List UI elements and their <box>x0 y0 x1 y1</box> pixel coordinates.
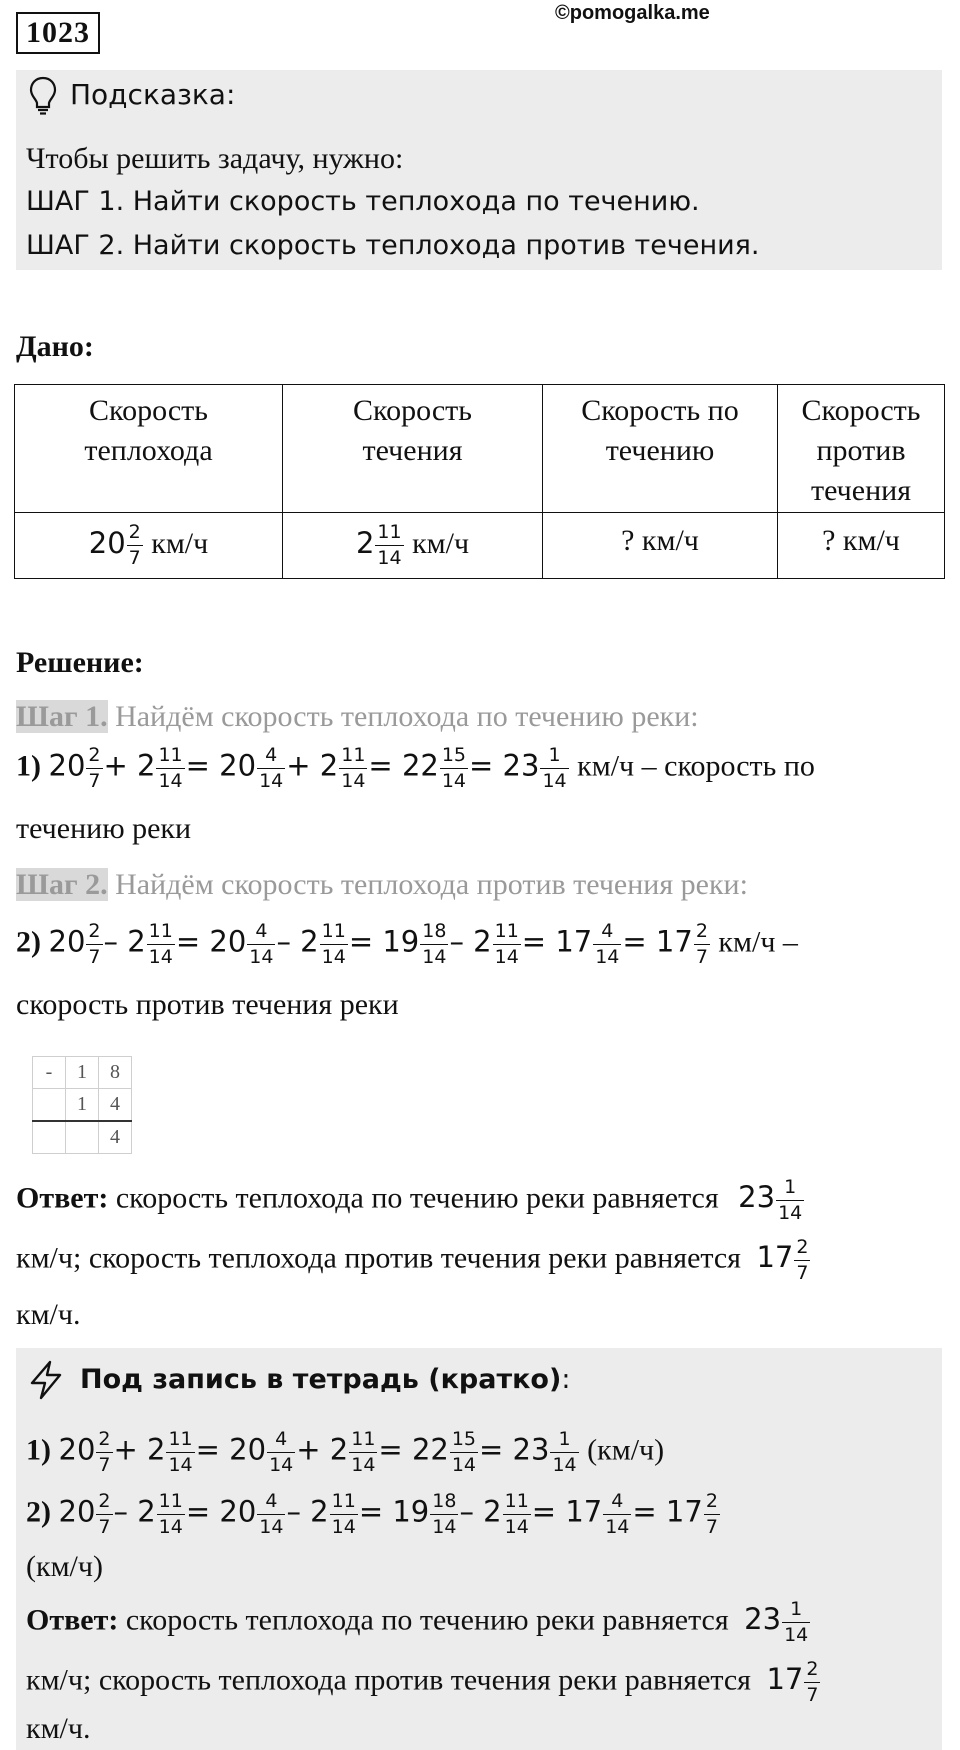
notebook-answer-line-2: км/ч; скорость теплохода против течения реки равняется 17 $\frac{2}{7}$ <box>26 1658 819 1706</box>
given-header-ship-speed-text: Скорость теплохода <box>84 394 213 467</box>
notebook-title-colon: : <box>561 1364 571 1395</box>
hint-title: Подсказка: <box>70 78 236 111</box>
v1-num: 2 <box>127 523 143 546</box>
hint-step-2-text: Найти скорость теплохода против течения. <box>132 230 760 261</box>
subtraction-grid <box>32 1056 132 1154</box>
hint-step-2 <box>26 230 759 261</box>
given-header-current-speed-text: Скорость течения <box>353 394 472 467</box>
grid-cell <box>33 1089 66 1122</box>
given-value-upstream-speed: ? км/ч <box>778 513 945 579</box>
solution-step-2-suffix: км/ч – <box>718 925 798 959</box>
given-value-ship-speed <box>15 513 283 579</box>
given-value-current-speed <box>283 513 543 579</box>
notebook-answer-label: Ответ: <box>26 1603 119 1637</box>
solution-step-1-equation: 1) 20 $\frac{2}{7}$ + 2 $\frac{11}{14}$ = 20 $\frac{4}{14}$ + 2 $\frac{11}{14}$ = 22 $\frac{15}{14}$ = 23 $\frac{1}{14}$ км/ч – скорость по <box>16 744 815 792</box>
grid-cell: 1 <box>66 1089 99 1122</box>
solution-heading: Решение: <box>16 646 144 679</box>
v2-whole: 2 <box>355 525 375 560</box>
grid-cell: 4 <box>99 1121 132 1154</box>
solution-step-1-tail: течению реки <box>16 812 192 845</box>
given-header-current-speed <box>283 385 543 513</box>
grid-cell <box>33 1121 66 1154</box>
solution-step-2-text: Найдём скорость теплохода против течения реки: <box>115 868 748 901</box>
solution-step-2-tail: скорость против течения реки <box>16 988 399 1021</box>
hint-step-1-label: ШАГ 1. <box>26 186 125 217</box>
hint-step-2-label: ШАГ 2. <box>26 230 125 261</box>
notebook-answer-text-2: км/ч; скорость теплохода против течения реки равняется <box>26 1663 751 1697</box>
solution-step-1-label: Шаг 1. <box>16 700 108 733</box>
given-heading: Дано: <box>16 330 94 363</box>
given-header-ship-speed <box>15 385 283 513</box>
solution-step-1-heading <box>16 700 699 734</box>
task-number: 1023 <box>16 12 100 54</box>
v2-num: 11 <box>375 523 403 546</box>
hint-intro: Чтобы решить задачу, нужно: <box>26 142 404 175</box>
answer-line-1: Ответ: скорость теплохода по течению реки равняется 23 $\frac{1}{14}$ <box>16 1176 803 1224</box>
v1-whole: 20 <box>88 525 126 560</box>
answer-text-2: км/ч; скорость теплохода против течения реки равняется <box>16 1241 741 1275</box>
hint-step-1-text: Найти скорость теплохода по течению. <box>132 186 700 217</box>
answer-line-2: км/ч; скорость теплохода против течения реки равняется 17 $\frac{2}{7}$ <box>16 1236 809 1284</box>
grid-cell: 8 <box>99 1057 132 1089</box>
v1-den: 7 <box>128 547 141 570</box>
solution-step-2-equation: 2) 20 $\frac{2}{7}$ – 2 $\frac{11}{14}$ = 20 $\frac{4}{14}$ – 2 $\frac{11}{14}$ = 19 $\frac{18}{14}$ – 2 $\frac{11}{14}$ = 17 $\frac{4}{14}$ = 17 $\frac{2}{7}$ км/ч – <box>16 920 798 968</box>
notebook-unit-1: (км/ч) <box>587 1433 665 1467</box>
notebook-equation-2: 2) 20 $\frac{2}{7}$ – 2 $\frac{11}{14}$ = 20 $\frac{4}{14}$ – 2 $\frac{11}{14}$ = 19 $\frac{18}{14}$ – 2 $\frac{11}{14}$ = 17 $\frac{4}{14}$ = 17 $\frac{2}{7}$ <box>26 1490 718 1538</box>
v1-fraction <box>127 523 143 568</box>
given-header-downstream-speed-text: Скорость по течению <box>581 394 739 467</box>
solution-step-1-text: Найдём скорость теплохода по течению реки: <box>115 700 699 733</box>
answer-line-3: км/ч. <box>16 1298 81 1331</box>
grid-cell <box>66 1121 99 1154</box>
grid-cell: - <box>33 1057 66 1089</box>
hint-step-1 <box>26 186 700 217</box>
site-watermark: ©pomogalka.me <box>555 2 710 24</box>
grid-cell: 1 <box>66 1057 99 1089</box>
notebook-answer-line-3: км/ч. <box>26 1712 91 1745</box>
given-header-upstream-speed <box>778 385 945 513</box>
given-value-downstream-speed: ? км/ч <box>543 513 778 579</box>
given-header-upstream-speed-text: Скорость против течения <box>801 394 921 507</box>
v1-unit: км/ч <box>151 526 209 560</box>
v2-unit: км/ч <box>412 526 470 560</box>
grid-cell: 4 <box>99 1089 132 1122</box>
solution-step-2-heading <box>16 868 748 902</box>
lightning-icon <box>28 1360 64 1400</box>
notebook-answer-text-1: скорость теплохода по течению реки равняется <box>125 1603 729 1637</box>
given-header-downstream-speed <box>543 385 778 513</box>
v2-den: 14 <box>377 547 402 570</box>
notebook-unit-2: (км/ч) <box>26 1550 103 1583</box>
notebook-title <box>80 1364 570 1395</box>
answer-text-1: скорость теплохода по течению реки равняется <box>115 1181 719 1215</box>
notebook-title-text: Под запись в тетрадь (кратко) <box>80 1364 562 1395</box>
notebook-equation-1: 1) 20 $\frac{2}{7}$ + 2 $\frac{11}{14}$ = 20 $\frac{4}{14}$ + 2 $\frac{11}{14}$ = 22 $\frac{15}{14}$ = 23 $\frac{1}{14}$ (км/ч) <box>26 1428 665 1476</box>
notebook-answer-line-1: Ответ: скорость теплохода по течению реки равняется 23 $\frac{1}{14}$ <box>26 1598 809 1646</box>
solution-step-2-label: Шаг 2. <box>16 868 108 901</box>
answer-label: Ответ: <box>16 1181 109 1215</box>
v2-fraction <box>375 523 403 568</box>
given-table <box>14 384 945 579</box>
lightbulb-icon <box>28 75 58 115</box>
solution-step-1-suffix: км/ч – скорость по <box>577 749 815 783</box>
